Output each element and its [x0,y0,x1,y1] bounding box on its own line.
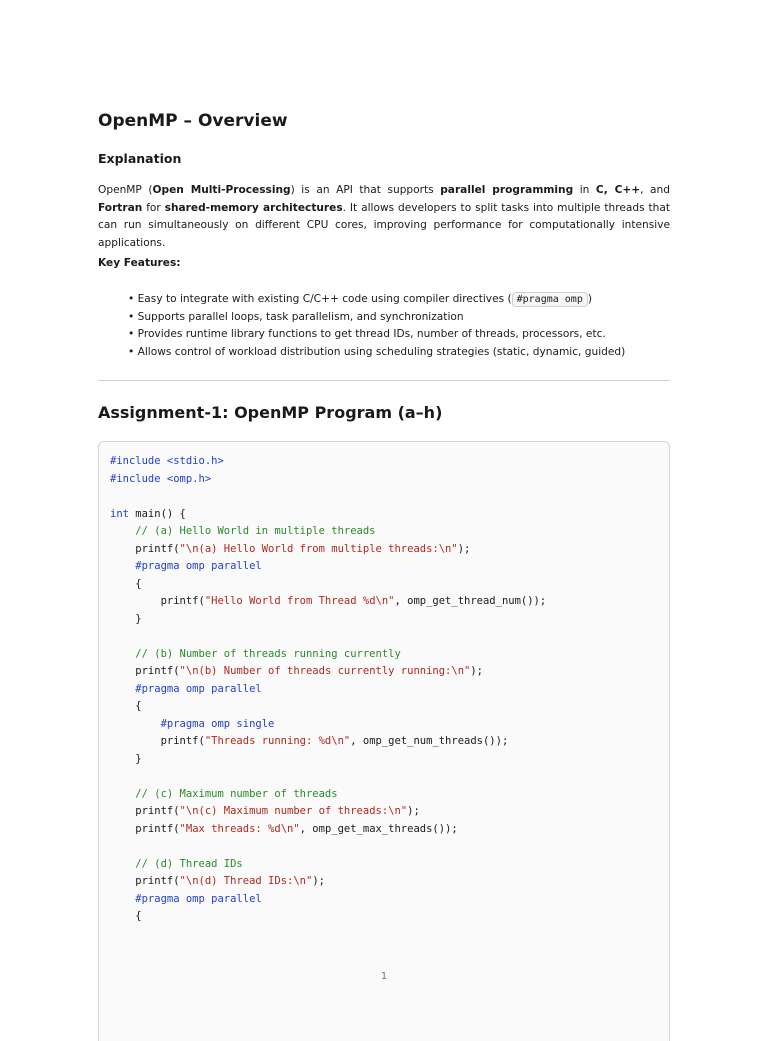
list-item: • Easy to integrate with existing C/C++ code using compiler directives ( #pragma omp ) [128,293,592,305]
code-token: { [110,577,142,590]
code-line [110,576,142,594]
code-token: printf( [110,665,180,677]
code-token: // (a) Hello World in multiple threads [110,525,376,537]
code-token: "Hello World from Thread %d\n" [204,595,395,607]
page-number: 1 [380,971,388,982]
code-token: ); [407,805,420,817]
code-line [110,593,546,611]
list-item: • Allows control of workload distribution using scheduling strategies (static, dynamic, guided) [128,345,626,358]
section-heading-explanation: Explanation [98,151,182,166]
code-token: #include <stdio.h> [110,455,224,467]
code-line [110,873,325,891]
code-line [110,803,420,821]
list-item: • Provides runtime library functions to get thread IDs, number of threads, processors, etc. [128,328,606,341]
list-item: • Supports parallel loops, task parallelism, and synchronization [128,310,464,323]
code-line [110,891,262,909]
code-token: printf( [110,595,205,607]
code-token: printf( [110,875,180,887]
code-token: int [110,507,129,520]
code-line [110,541,470,559]
code-token: // (d) Thread IDs [110,857,243,870]
code-line [110,751,142,769]
code-line [110,821,458,839]
code-token: printf( [110,542,180,555]
code-line [110,453,224,471]
code-token: printf( [110,735,205,747]
code-token: } [110,752,142,765]
code-token: "\n(b) Number of threads currently running:\n" [179,665,471,677]
code-line [110,646,401,664]
code-line [110,716,274,734]
code-line [110,558,262,576]
code-line [110,681,262,699]
code-token: printf( [110,805,180,817]
code-token: { [110,700,142,712]
code-token: // (c) Maximum number of threads [110,787,338,800]
code-token: { [110,910,142,922]
code-token: main() { [128,507,186,520]
code-token: #pragma omp parallel [110,560,262,572]
code-line [110,698,142,716]
code-token: ); [457,542,471,555]
code-token: , omp_get_thread_num()); [394,595,547,607]
code-line [110,908,142,926]
explanation-paragraph: OpenMP (Open Multi-Processing) is an API that supports parallel programming in C, C++, and Fortran for shared-memory architectures. It allows developers to split tasks into multiple threads that can run simultaneously on different CPU cores, improving performance for computationally intensive applications. [98,184,671,249]
code-token: ); [470,665,483,677]
code-token: "\n(a) Hello World from multiple threads:\n" [179,542,458,555]
code-line [110,856,243,874]
code-line [110,506,186,524]
code-line [110,786,338,804]
code-token: ); [312,875,325,887]
code-line [110,471,211,489]
code-token: printf( [110,822,180,835]
key-features-label: Key Features: [98,257,181,269]
horizontal-divider [98,380,670,381]
code-token: } [110,612,142,625]
code-token: "Threads running: %d\n" [204,735,351,747]
code-line [110,663,483,681]
code-token: "\n(d) Thread IDs:\n" [179,875,313,887]
code-token: // (b) Number of threads running currently [110,647,401,660]
page-title: OpenMP – Overview [98,111,288,131]
code-lines [98,441,670,931]
code-line [110,523,376,541]
code-token: , omp_get_max_threads()); [299,822,458,835]
code-token: #pragma omp single [110,717,275,730]
code-token: "Max threads: %d\n" [179,822,300,835]
code-token: #pragma omp parallel [110,682,262,695]
assignment-heading: Assignment-1: OpenMP Program (a–h) [98,403,443,422]
code-token: "\n(c) Maximum number of threads:\n" [179,805,408,817]
code-line [110,611,142,629]
code-token: , omp_get_num_threads()); [350,735,509,747]
code-token: #include <omp.h> [110,472,212,485]
features-list [128,291,625,361]
code-token: #pragma omp parallel [110,892,262,905]
inline-code: #pragma omp [512,292,588,307]
code-line [110,733,508,751]
